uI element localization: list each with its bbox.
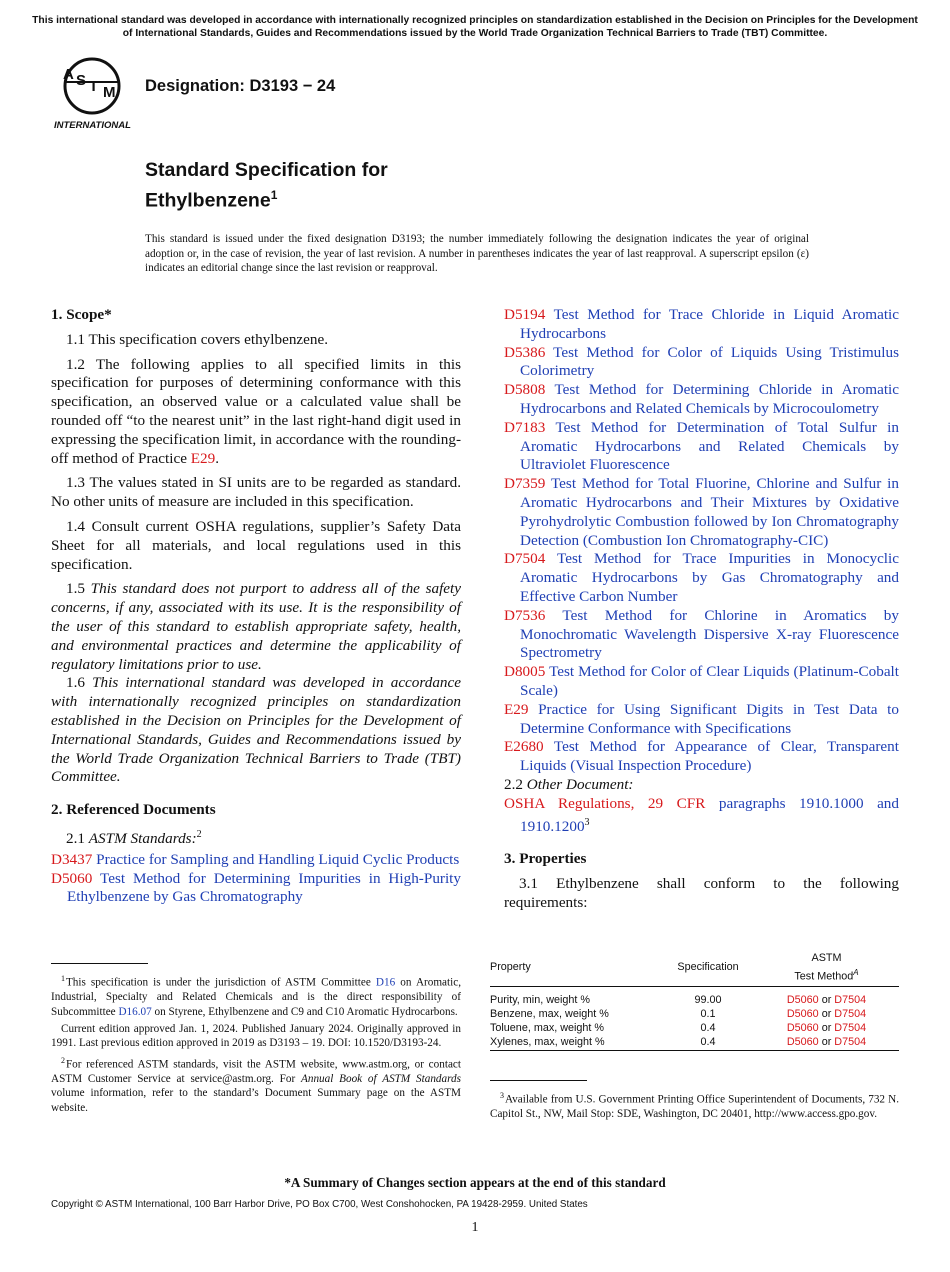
para-1-1: 1.1 This specification covers ethylbenzene.: [66, 330, 329, 348]
col-test-method: ASTM Test Method$^A$: [754, 950, 899, 987]
footnote-rule-left: [51, 963, 148, 964]
para-1-6: 1.6 This international standard was developed in accordance with internationally recognized principles on standardization established in the Decision on Principles for the Development of International Standards, Guides and Recommendations issued by the World Trade Organization Technical Barriers to Trade (TBT) Committee.: [51, 674, 462, 786]
ref-item[interactable]: D5060 Test Method for Determining Impurities in High-Purity Ethylbenzene by Gas Chromatography: [51, 869, 461, 906]
table-row: Xylenes, max, weight % 0.4 D5060 or D7504: [490, 1035, 899, 1051]
footnote-1: $^1$ This specification is under the jurisdiction of ASTM Committee D16 on Aromatic, Industrial, Specialty and Related Chemicals and is the direct responsibility of Subcommittee D16.07 on Styrene, Ethylbenzene and C9 and C10 Aromatic Hydrocarbons.: [51, 974, 461, 1018]
copyright: Copyright © ASTM International, 100 Barr Harbor Drive, PO Box C700, West Conshohocken, PA 19428-2959. United States: [51, 1199, 588, 1210]
para-2-2: 2.2 Other Document:: [504, 775, 634, 793]
footnote-rule-right: [490, 1080, 587, 1081]
col-specification: Specification: [662, 950, 754, 987]
referenced-documents-heading: 2. Referenced Documents: [51, 801, 216, 819]
ref-item[interactable]: E2680 Test Method for Appearance of Clear, Transparent Liquids (Visual Inspection Procedure): [504, 738, 899, 775]
ref-item[interactable]: E29 Practice for Using Significant Digits in Test Data to Determine Conformance with Specifications: [504, 700, 899, 737]
ref-item[interactable]: D7504 Test Method for Trace Impurities in Monocyclic Aromatic Hydrocarbons by Gas Chromatography and Effective Carbon Number: [504, 550, 899, 605]
link-d7504[interactable]: D7504: [834, 994, 867, 1006]
summary-of-changes-note: *A Summary of Changes section appears at the end of this standard: [284, 1175, 666, 1190]
astm-logo: [52, 55, 136, 131]
left-column: [51, 306, 461, 907]
link-d7504[interactable]: D7504: [834, 1022, 867, 1034]
ref-item[interactable]: D3437 Practice for Sampling and Handling Liquid Cyclic Products: [51, 850, 460, 868]
ref-item[interactable]: D7359 Test Method for Total Fluorine, Chlorine and Sulfur in Aromatic Hydrocarbons and Their Mixtures by Oxidative Pyrohydrolytic Combustion followed by Ion Chromatography Detection (Combustion Ion Chromatography-CIC): [504, 475, 899, 549]
link-e29[interactable]: E29: [190, 449, 216, 467]
astm-standards-list-left: [51, 851, 461, 907]
international-standard-notice: This international standard was developed in accordance with internationally recognized principles on standardization established in the Decision on Principles for the Development of International Standards, Guides and Recommendations issued by the World Trade Organization Technical Barriers to Trade (TBT) Committee.: [32, 15, 918, 39]
link-d16-07[interactable]: D16.07: [118, 1005, 152, 1018]
link-d7504[interactable]: D7504: [834, 1036, 867, 1048]
svg-text:S: S: [76, 72, 87, 89]
link-d5060[interactable]: D5060: [786, 1008, 819, 1020]
footnote-3: $^3$ Available from U.S. Government Printing Office Superintendent of Documents, 732 N. Capitol St., NW, Mail Stop: SDE, Washington, DC 20401, http://www.access.gpo.gov.: [490, 1091, 899, 1121]
page-number: 1: [471, 1220, 479, 1235]
svg-text:T: T: [89, 78, 99, 95]
footnote-1-edition: Current edition approved Jan. 1, 2024. Published January 2024. Originally approved in 1991. Last previous edition approved in 2019 as D3193 – 19. DOI: 10.1520/D3193-24.: [51, 1022, 461, 1050]
footnotes-left: [51, 972, 461, 1118]
page-title: [145, 158, 388, 214]
svg-text:M: M: [103, 84, 116, 101]
logo-text: INTERNATIONAL: [54, 120, 131, 131]
title-footnote-mark[interactable]: 1: [270, 188, 278, 202]
ref-item[interactable]: D7536 Test Method for Chlorine in Aromatics by Monochromatic Wavelength Dispersive X-ray Fluorescence Spectrometry: [504, 606, 899, 662]
svg-text:A: A: [63, 66, 74, 83]
para-1-5: 1.5 This standard does not purport to address all of the safety concerns, if any, associated with its use. It is the responsibility of the user of this standard to establish appropriate safety, health, and environmental practices and determine the applicability of regulatory limitations prior to use.: [51, 580, 462, 673]
title-line-1: Standard Specification for: [145, 159, 388, 181]
para-2-1: 2.1 ASTM Standards:$^2$: [66, 828, 202, 847]
properties-table: [490, 950, 899, 1051]
footnotes-right: [490, 1089, 899, 1125]
link-d5060[interactable]: D5060: [786, 1022, 819, 1034]
ref-item[interactable]: D8005 Test Method for Color of Clear Liquids (Platinum-Cobalt Scale): [504, 663, 899, 699]
osha-ref[interactable]: OSHA Regulations, 29 CFR paragraphs 1910.1000 and 1910.1200$^3$: [504, 794, 899, 835]
table-row: Toluene, max, weight % 0.4 D5060 or D7504: [490, 1022, 867, 1034]
link-d7504[interactable]: D7504: [834, 1008, 867, 1020]
ref-item[interactable]: D7183 Test Method for Determination of Total Sulfur in Aromatic Hydrocarbons and Related Chemicals by Ultraviolet Fluorescence: [504, 418, 899, 474]
table-header-row: [490, 950, 899, 987]
ref-item[interactable]: D5194 Test Method for Trace Chloride in Liquid Aromatic Hydrocarbons: [504, 306, 899, 342]
link-d5060[interactable]: D5060: [786, 1036, 819, 1048]
link-d5060[interactable]: D5060: [786, 994, 819, 1006]
table-row: Purity, min, weight % 99.00 D5060 or D7504: [490, 994, 867, 1006]
para-1-4: 1.4 Consult current OSHA regulations, supplier’s Safety Data Sheet for all materials, and local regulations used in this specification.: [51, 517, 461, 573]
col-property: Property: [490, 950, 662, 987]
title-line-2: Ethylbenzene$^1$: [145, 188, 278, 212]
para-1-3: 1.3 The values stated in SI units are to be regarded as standard. No other units of measure are included in this specification.: [51, 474, 461, 511]
issued-note: This standard is issued under the fixed designation D3193; the number immediately following the designation indicates the year of original adoption or, in the case of revision, the year of last revision. A number in parentheses indicates the year of last reapproval. A superscript epsilon (ε) indicates an editorial change since the last revision or reapproval.: [145, 233, 809, 275]
footnote-2: $^2$ For referenced ASTM standards, visit the ASTM website, www.astm.org, or contact ASTM Customer Service at service@astm.org. For Annual Book of ASTM Standards volume information, refer to the standard’s Document Summary page on the ASTM website.: [51, 1055, 461, 1114]
designation: Designation: D3193 − 24: [145, 77, 336, 95]
ref-item[interactable]: D5386 Test Method for Color of Liquids Using Tristimulus Colorimetry: [504, 343, 899, 380]
ref-item[interactable]: D5808 Test Method for Determining Chloride in Aromatic Hydrocarbons and Related Chemicals by Microcoulometry: [504, 381, 899, 417]
link-d16[interactable]: D16: [375, 976, 396, 989]
properties-heading: 3. Properties: [504, 850, 587, 868]
right-column: [504, 306, 899, 919]
para-3-1: 3.1 Ethylbenzene shall conform to the following requirements:: [504, 875, 899, 911]
para-1-2: 1.2 The following applies to all specified limits in this specification for purposes of determining conformance with this specification, an observed value or a calculated value shall be rounded off “to the nearest unit” in the last right-hand digit used in expressing the specification limit, in accordance with the rounding-off method of Practice E29.: [51, 355, 461, 467]
scope-heading: 1. Scope*: [51, 306, 112, 323]
table-row: Benzene, max, weight % 0.1 D5060 or D7504: [490, 1008, 867, 1020]
astm-standards-list-right: [504, 306, 899, 776]
